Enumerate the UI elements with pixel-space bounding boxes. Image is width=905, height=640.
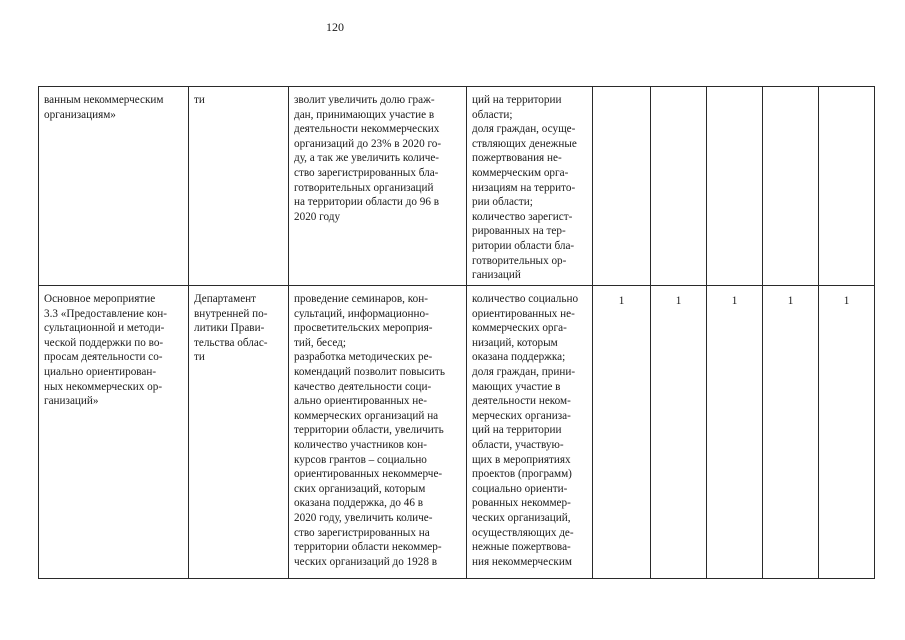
value-cell xyxy=(819,87,875,286)
activity-name-cell: ванным некоммерческим организациям» xyxy=(39,87,189,286)
page-number: 120 xyxy=(326,20,344,34)
indicators-cell: ций на территории области; доля граждан, осуще- ствляющих денежные пожертвования не- коммерческим орга- низациям на террито- рии области; количество зарегист- рированных на тер- ритории области бла- готворительных ор- ганизаций xyxy=(467,87,593,286)
value-cell: 1 xyxy=(707,286,763,579)
value-cell xyxy=(707,87,763,286)
value-cell xyxy=(651,87,707,286)
table-row xyxy=(39,87,875,286)
activity-name-cell: Основное мероприятие 3.3 «Предоставление кон- сультационной и методи- ческой поддержки по во- просам деятельности со- циально ориентирован- ных некоммерческих ор- ганизаций» xyxy=(39,286,189,579)
executor-cell: ти xyxy=(189,87,289,286)
table-row xyxy=(39,286,875,579)
indicators-cell: количество социально ориентированных не- коммерческих орга- низаций, которым оказана поддержка; доля граждан, прини- мающих участие в деятельности неком- мерческих организа- ций на территории области, участвую- щих в мероприятиях проектов (программ) социально ориенти- рованных некоммер- ческих организаций, осуществляющих де- нежные пожертвова- ния некоммерческим xyxy=(467,286,593,579)
expected-result-cell: проведение семинаров, кон- сультаций, информационно- просветительских мероприя- тий, бесед; разработка методических ре- комендаций позволит повысить качество деятельности соци- ально ориентированных не- коммерческих организаций на территории области, увеличить количество участников кон- курсов грантов – социально ориентированных некоммерче- ских организаций, которым оказана поддержка, до 46 в 2020 году, увеличить количе- ство зарегистрированных на территории области некоммер- ческих организаций до 1928 в xyxy=(289,286,467,579)
value-cell: 1 xyxy=(763,286,819,579)
expected-result-cell: зволит увеличить долю граж- дан, принимающих участие в деятельности некоммерческих организаций до 23% в 2020 го- ду, а так же увеличить количе- ство зарегистрированных бла- готворительных организаций на территории области до 96 в 2020 году xyxy=(289,87,467,286)
value-cell xyxy=(763,87,819,286)
value-cell xyxy=(593,87,651,286)
value-cell: 1 xyxy=(593,286,651,579)
executor-cell: Департамент внутренней по- литики Прави- тельства облас- ти xyxy=(189,286,289,579)
value-cell: 1 xyxy=(819,286,875,579)
program-table xyxy=(38,86,875,579)
value-cell: 1 xyxy=(651,286,707,579)
